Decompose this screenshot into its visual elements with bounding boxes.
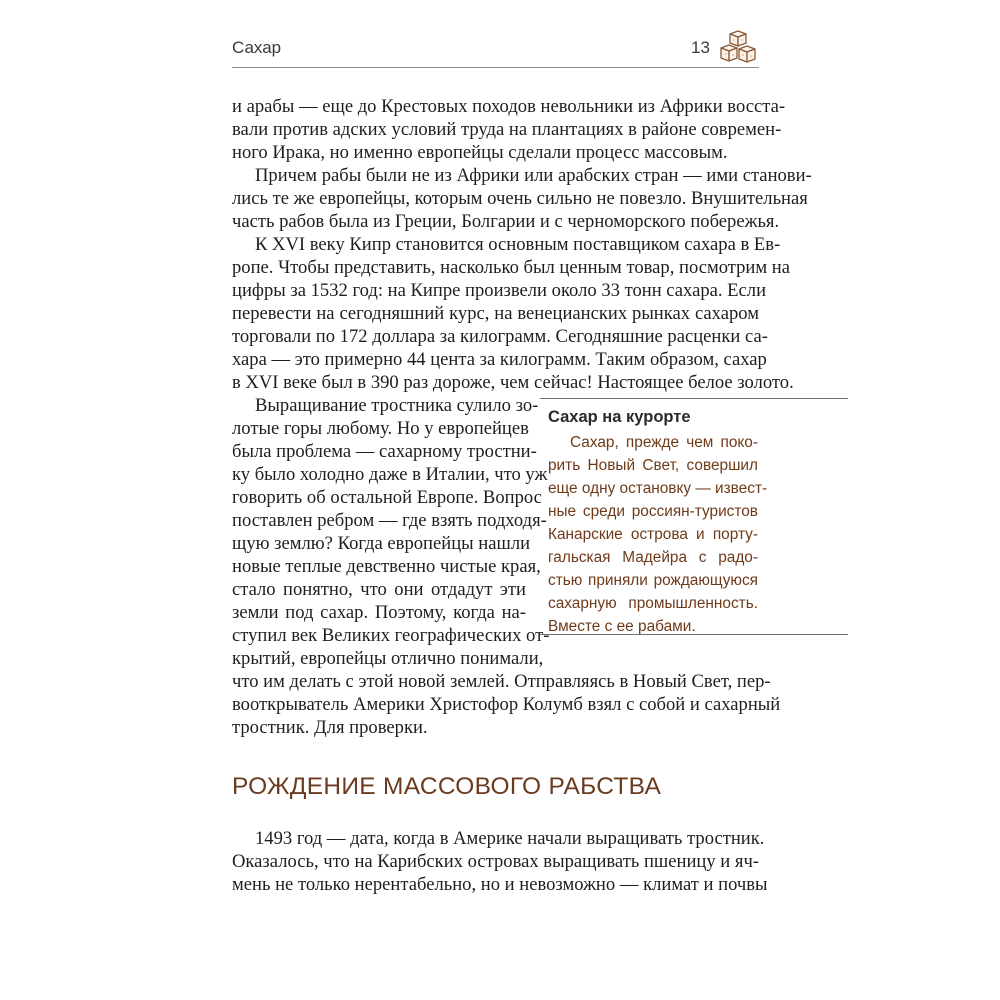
sidebar-line: Вместе с ее рабами. [548,618,696,635]
body-line: поставлен ребром — где взять подходя- [232,510,547,531]
running-title: Сахар [232,38,282,57]
sidebar-line: рить Новый Свет, совершил [548,457,758,474]
sidebar-line: ные среди россиян-туристов [548,503,758,520]
body-line: стало понятно, что они отдадут эти [232,579,526,600]
body-line: земли под сахар. Поэтому, когда на- [232,602,526,623]
body-line: щую землю? Когда европейцы нашли [232,533,531,554]
sidebar-line: гальская Мадейра с радо- [548,549,758,566]
body-line: Причем рабы были не из Африки или арабских стран — ими станови- [255,165,812,186]
body-line: часть рабов была из Греции, Болгарии и с черноморского побережья. [232,211,780,232]
sidebar-line: сахарную промышленность. [548,595,758,612]
body-line: цифры за 1532 год: на Кипре произвели около 33 тонн сахара. Если [232,280,767,301]
body-line: ного Ирака, но именно европейцы сделали процесс массовым. [232,142,728,163]
page-number: 13 [691,38,710,57]
body-line: и арабы — еще до Крестовых походов невольники из Африки восста- [232,96,786,117]
body-line: 1493 год — дата, когда в Америке начали выращивать тростник. [255,828,765,849]
sidebar-line: стью приняли рождающуюся [548,572,758,589]
body-line: лотые горы любому. Но у европейцев [232,418,529,439]
body-line: говорить об остальной Европе. Вопрос [232,487,542,508]
body-line: мень не только нерентабельно, но и невозможно — климат и почвы [232,874,768,895]
body-line: хара — это примерно 44 цента за килограмм. Таким образом, сахар [232,349,767,370]
body-line: ропе. Чтобы представить, насколько был ценным товар, посмотрим на [232,257,791,278]
body-line: торговали по 172 доллара за килограмм. Сегодняшние расценки са- [232,326,768,347]
sidebar-bottom-rule [540,634,848,635]
body-line: ку было холодно даже в Италии, что уж [232,464,548,485]
body-line: Выращивание тростника сулило зо- [255,395,539,416]
sidebar-title: Сахар на курорте [548,408,691,426]
body-line: вали против адских условий труда на плантациях в районе современ- [232,119,782,140]
header-divider [232,67,759,68]
section-heading: РОЖДЕНИЕ МАССОВОГО РАБСТВА [232,773,662,800]
sidebar-top-rule [540,398,848,399]
sugar-cubes-icon [718,28,758,68]
body-line: ступил век Великих географических от- [232,625,550,646]
body-line: новые теплые девственно чистые края, [232,556,541,577]
body-line: К XVI веку Кипр становится основным поставщиком сахара в Ев- [255,234,781,255]
sidebar-line: Сахар, прежде чем поко- [570,434,758,451]
body-line: крытий, европейцы отлично понимали, [232,648,544,669]
sidebar-line: еще одну остановку — извест- [548,480,768,497]
body-line: лись те же европейцы, которым очень сильно не повезло. Внушительная [232,188,808,209]
body-line: в XVI веке был в 390 раз дороже, чем сейчас! Настоящее белое золото. [232,372,794,393]
body-line: что им делать с этой новой землей. Отправляясь в Новый Свет, пер- [232,671,771,692]
body-line: вооткрыватель Америки Христофор Колумб взял с собой и сахарный [232,694,781,715]
sidebar-line: Канарские острова и порту- [548,526,758,543]
body-line: тростник. Для проверки. [232,717,428,738]
body-line: перевести на сегодняшний курс, на венецианских рынках сахаром [232,303,759,324]
body-line: была проблема — сахарному тростни- [232,441,537,462]
body-line: Оказалось, что на Карибских островах выращивать пшеницу и яч- [232,851,759,872]
